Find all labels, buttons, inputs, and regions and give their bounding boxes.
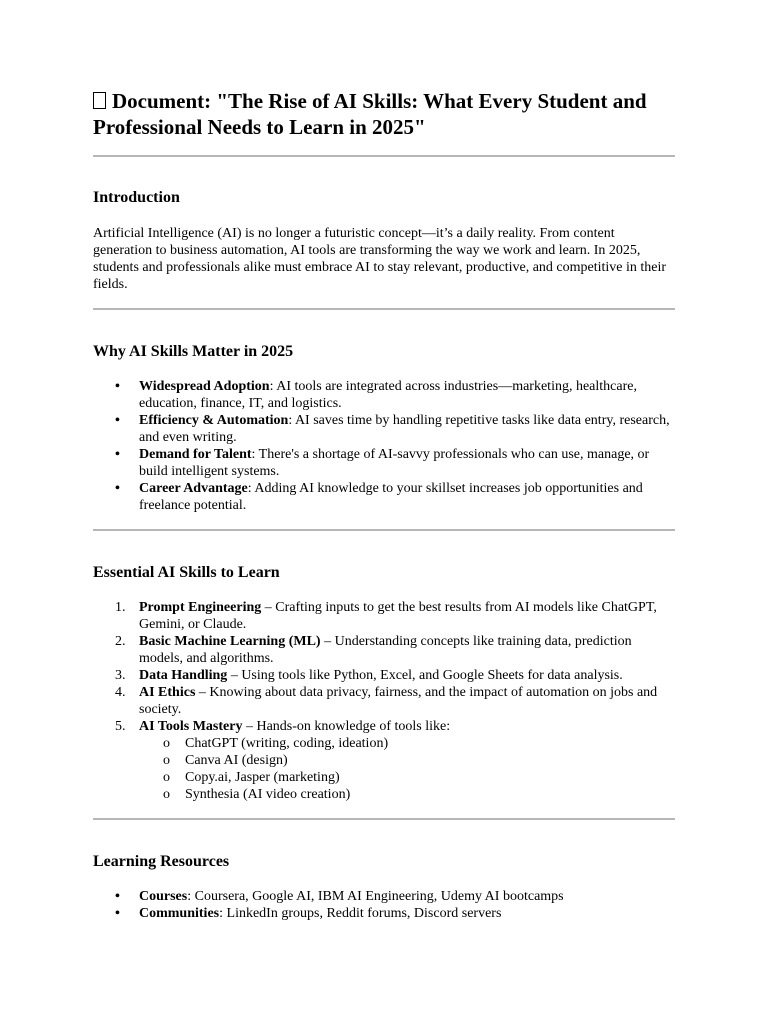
placeholder-glyph-icon bbox=[93, 92, 106, 109]
sublist-item bbox=[139, 752, 675, 769]
list-item-text: – Knowing about data privacy, fairness, and the impact of automation on jobs and society. bbox=[139, 685, 658, 717]
why-list bbox=[93, 378, 675, 514]
list-item-term: Communities bbox=[139, 906, 220, 921]
list-item-text: – Understanding concepts like training data, prediction models, and algorithms. bbox=[139, 634, 632, 666]
skills-list bbox=[93, 599, 675, 803]
horizontal-rule bbox=[93, 155, 675, 157]
list-item-text: – Using tools like Python, Excel, and Google Sheets for data analysis. bbox=[227, 668, 623, 683]
list-item bbox=[93, 480, 675, 514]
list-item-term: AI Ethics bbox=[139, 685, 196, 700]
section-heading-why: Why AI Skills Matter in 2025 bbox=[93, 343, 294, 360]
list-item-term: Prompt Engineering bbox=[139, 600, 262, 615]
document-title-text: Document: "The Rise of AI Skills: What Every Student and Professional Needs to Learn in 2025" bbox=[93, 89, 647, 139]
section-heading-skills: Essential AI Skills to Learn bbox=[93, 564, 280, 581]
intro-paragraph: Artificial Intelligence (AI) is no longer a futuristic concept—it’s a daily reality. From content generation to business automation, AI tools are transforming the way we work and learn. In 2025, students and professionals alike must embrace AI to stay relevant, productive, and competitive in their fields. bbox=[93, 226, 667, 292]
list-item-number: 1. bbox=[115, 600, 126, 615]
horizontal-rule bbox=[93, 818, 675, 820]
sublist-item-text: ChatGPT (writing, coding, ideation) bbox=[185, 736, 389, 751]
list-item-number: 4. bbox=[115, 685, 126, 700]
resources-list bbox=[93, 888, 675, 922]
list-item bbox=[93, 633, 675, 667]
circle-bullet-icon: o bbox=[163, 753, 170, 768]
list-item-number: 5. bbox=[115, 719, 126, 734]
list-item-term: Career Advantage bbox=[139, 481, 248, 496]
list-item bbox=[93, 905, 675, 922]
list-item-text: : Adding AI knowledge to your skillset increases job opportunities and freelance potential. bbox=[139, 481, 643, 513]
list-item-term: Data Handling bbox=[139, 668, 228, 683]
horizontal-rule bbox=[93, 308, 675, 310]
list-item-text: : There's a shortage of AI-savvy professionals who can use, manage, or build intelligent systems. bbox=[139, 447, 650, 479]
list-item-term: Courses bbox=[139, 889, 188, 904]
sublist-item bbox=[139, 769, 675, 786]
list-item-term: AI Tools Mastery bbox=[139, 719, 243, 734]
horizontal-rule bbox=[93, 529, 675, 531]
sublist-item bbox=[139, 786, 675, 803]
list-item bbox=[93, 667, 675, 684]
list-item-term: Demand for Talent bbox=[139, 447, 252, 462]
sublist-item-text: Synthesia (AI video creation) bbox=[185, 787, 351, 802]
sublist-item-text: Canva AI (design) bbox=[185, 753, 288, 768]
list-item bbox=[93, 446, 675, 480]
list-item bbox=[93, 599, 675, 633]
list-item-text: : AI tools are integrated across industries—marketing, healthcare, education, finance, IT, and logistics. bbox=[139, 379, 637, 411]
circle-bullet-icon: o bbox=[163, 770, 170, 785]
circle-bullet-icon: o bbox=[163, 787, 170, 802]
list-item bbox=[93, 684, 675, 718]
document-title bbox=[93, 88, 675, 140]
list-item-number: 3. bbox=[115, 668, 126, 683]
list-item-term: Widespread Adoption bbox=[139, 379, 270, 394]
list-item-text: : Coursera, Google AI, IBM AI Engineering, Udemy AI bootcamps bbox=[187, 889, 564, 904]
sublist-item bbox=[139, 735, 675, 752]
list-item-term: Basic Machine Learning (ML) bbox=[139, 634, 321, 649]
circle-bullet-icon: o bbox=[163, 736, 170, 751]
list-item-term: Efficiency & Automation bbox=[139, 413, 289, 428]
list-item bbox=[93, 888, 675, 905]
list-item-text: – Hands-on knowledge of tools like: bbox=[242, 719, 451, 734]
section-heading-resources: Learning Resources bbox=[93, 853, 230, 870]
list-item bbox=[93, 412, 675, 446]
list-item-text: – Crafting inputs to get the best results from AI models like ChatGPT, Gemini, or Claude. bbox=[139, 600, 657, 632]
tools-sublist bbox=[139, 735, 675, 803]
section-heading-introduction: Introduction bbox=[93, 189, 180, 206]
list-item-text: : AI saves time by handling repetitive tasks like data entry, research, and even writing. bbox=[139, 413, 670, 445]
list-item-text: : LinkedIn groups, Reddit forums, Discord servers bbox=[219, 906, 502, 921]
sublist-item-text: Copy.ai, Jasper (marketing) bbox=[185, 770, 340, 785]
list-item bbox=[93, 718, 675, 803]
list-item bbox=[93, 378, 675, 412]
list-item-number: 2. bbox=[115, 634, 126, 649]
